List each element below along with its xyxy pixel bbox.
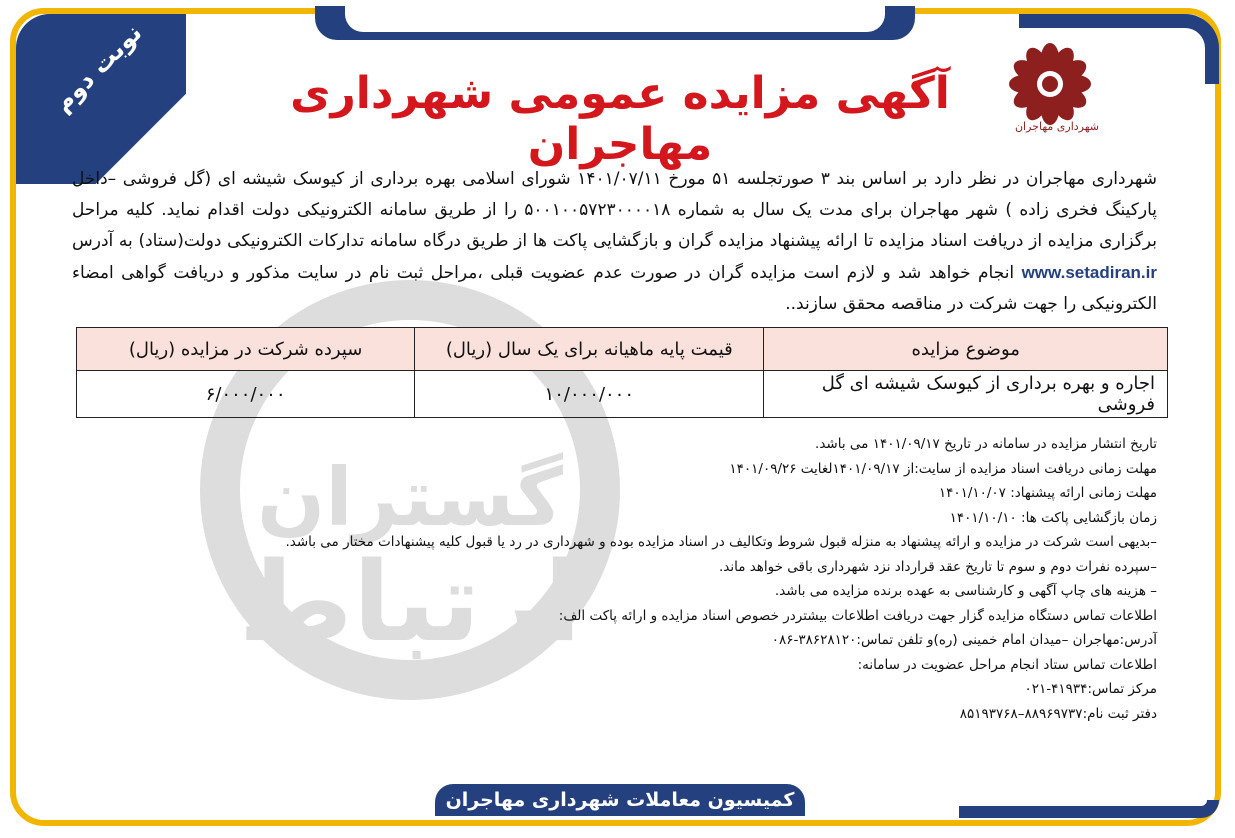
cell-deposit: ۶/۰۰۰/۰۰۰ bbox=[77, 371, 415, 418]
detail-costs-note: – هزینه های چاپ آگهی و کارشناسی به عهده برنده مزایده می باشد. bbox=[774, 583, 1157, 599]
detail-setad-heading: اطلاعات تماس ستاد انجام مراحل عضویت در سامانه: bbox=[857, 656, 1157, 673]
setadiran-link[interactable]: www.setadiran.ir bbox=[1021, 263, 1157, 282]
detail-bid-deadline: مهلت زمانی ارائه پیشنهاد: ۱۴۰۱/۱۰/۰۷ bbox=[938, 485, 1157, 501]
logo-caption: شهرداری مهاجران bbox=[1014, 120, 1100, 133]
intro-text-after: انجام خواهد شد و لازم است مزایده گران در صورت عدم عضویت قبلی ،مراحل ثبت نام در سایت مذکور و دریافت گواهی امضاء الکترونیکی را جهت شرکت در مناقصه محقق سازند.. bbox=[72, 263, 1157, 314]
corner-band-bottom-right bbox=[959, 800, 1219, 818]
badge-label: نوبت دوم bbox=[48, 18, 148, 118]
auction-table bbox=[76, 327, 1168, 418]
corner-badge-fill bbox=[16, 14, 186, 184]
ad-title: آگهی مزایده عمومی شهرداری مهاجران bbox=[290, 68, 950, 170]
header-deposit: سپرده شرکت در مزایده (ریال) bbox=[77, 328, 415, 371]
detail-contact-heading: اطلاعات تماس دستگاه مزایده گزار جهت دریافت اطلاعات بیشتردر خصوص اسناد مزایده و ارائه پاکت الف: bbox=[558, 607, 1157, 624]
table-header-row bbox=[77, 328, 1168, 371]
cell-base-price: ۱۰/۰۰۰/۰۰۰ bbox=[415, 371, 764, 418]
intro-paragraph bbox=[72, 164, 1157, 320]
table-row bbox=[77, 371, 1168, 418]
detail-call-center: مرکز تماس:۴۱۹۳۴-۰۲۱ bbox=[1024, 681, 1157, 697]
intro-text-before: شهرداری مهاجران در نظر دارد بر اساس بند ۳ صورتجلسه ۵۱ مورخ ۱۴۰۱/۰۷/۱۱ شورای اسلامی بهره برداری از کیوسک شیشه ای (گل فروشی –داخل پارکینگ فخری زاده ) شهر مهاجران برای مدت یک سال به شماره ۵۰۰۱۰۰۵۷۲۳۰۰۰۰۱۸ را از طریق سامانه الکترونیکی دولت اقدام نماید. کلیه مراحل برگزاری مزایده از دریافت اسناد مزایده تا ارائه پیشنهاد مزایده گران و بازگشایی پاکت ها از طریق درگاه سامانه تدارکات الکترونیکی دولت(ستاد) به آدرس bbox=[72, 169, 1158, 251]
detail-document-window: مهلت زمانی دریافت اسناد مزایده از سایت:از ۱۴۰۱/۰۹/۱۷لغایت ۱۴۰۱/۰۹/۲۶ bbox=[729, 460, 1157, 477]
detail-registration-office: دفتر ثبت نام:۸۸۹۶۹۷۳۷–۸۵۱۹۳۷۶۸ bbox=[959, 705, 1157, 722]
header-base-price: قیمت پایه ماهیانه برای یک سال (ریال) bbox=[415, 328, 764, 371]
detail-terms: –بدیهی است شرکت در مزایده و ارائه پیشنهاد به منزله قبول شروط وتکالیف در اسناد مزایده بوده و شهرداری در رد یا قبول کلیه پیشنهادات مختار می باشد. bbox=[285, 534, 1157, 550]
detail-deposit-note: –سپرده نفرات دوم و سوم تا تاریخ عقد قرارداد نزد شهرداری باقی خواهد ماند. bbox=[718, 558, 1157, 575]
footer-commission: کمیسیون معاملات شهرداری مهاجران bbox=[435, 784, 805, 816]
header-subject: موضوع مزایده bbox=[764, 328, 1168, 371]
top-tab-inner bbox=[345, 6, 885, 32]
detail-opening-date: زمان بازگشایی پاکت ها: ۱۴۰۱/۱۰/۱۰ bbox=[949, 509, 1157, 526]
detail-address: آدرس:مهاجران –میدان امام خمینی (ره)و تلفن تماس:۳۸۶۲۸۱۲۰-۰۸۶ bbox=[771, 632, 1157, 648]
cell-subject: اجاره و بهره برداری از کیوسک شیشه ای گل فروشی bbox=[764, 371, 1168, 418]
corner-badge bbox=[16, 14, 186, 184]
details-list bbox=[117, 432, 1157, 726]
detail-publish-date: تاریخ انتشار مزایده در سامانه در تاریخ ۱۴۰۱/۰۹/۱۷ می باشد. bbox=[815, 436, 1157, 452]
